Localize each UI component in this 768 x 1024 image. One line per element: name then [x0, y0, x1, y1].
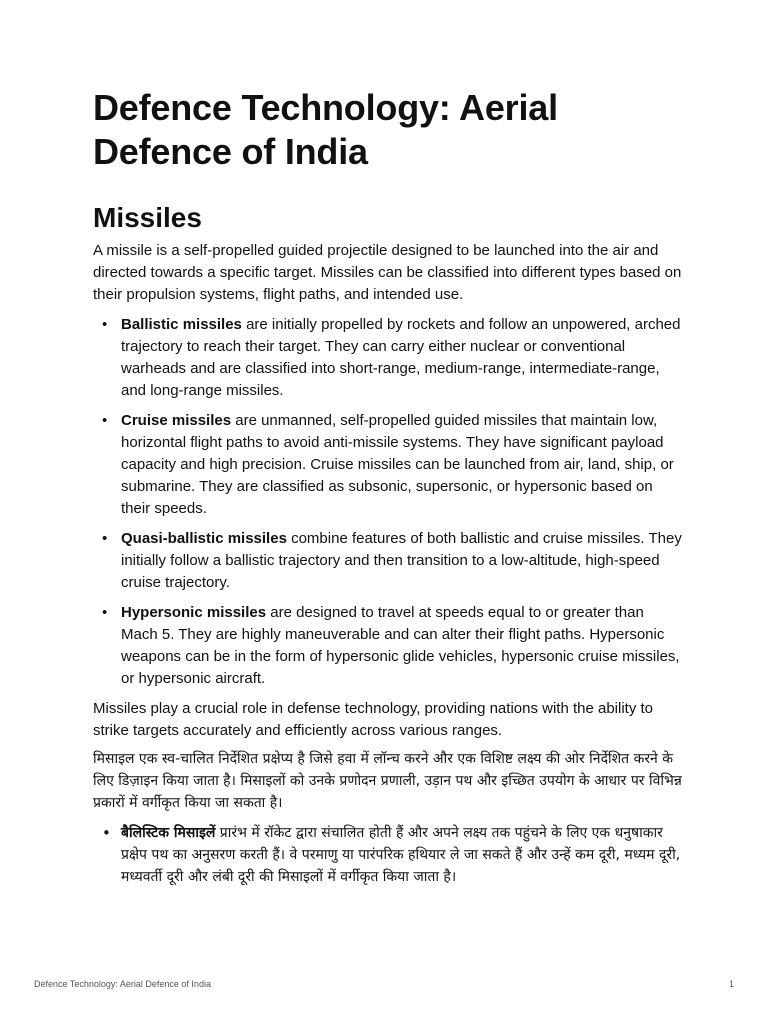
document-title: Defence Technology: Aerial Defence of India [93, 87, 558, 172]
list-item-text: are unmanned, self-propelled guided missiles that maintain low, horizontal flight paths to avoid anti-missile systems. They have significant payload capacity and high precision. Cruise missiles can be launched from air, land, ship, or submarine. They are classified as subsonic, supersonic, or hypersonic based on their speeds. [121, 412, 674, 517]
list-item-term: Hypersonic missiles [121, 604, 267, 621]
hindi-missile-types-list [93, 822, 683, 888]
page-footer [34, 979, 734, 989]
list-item [93, 314, 683, 402]
list-item-term: Cruise missiles [121, 412, 232, 429]
list-item [93, 410, 683, 520]
section-heading: Missiles [93, 202, 202, 233]
page-number: 1 [728, 979, 734, 989]
intro-paragraph: A missile is a self-propelled guided projectile designed to be launched into the air and directed towards a specific target. Missiles can be classified into different types based on their propulsion systems, flight paths, and intended use. [93, 242, 682, 303]
list-item [93, 822, 683, 888]
closing-paragraph: Missiles play a crucial role in defense technology, providing nations with the ability to strike targets accurately and efficiently across various ranges. [93, 700, 654, 739]
list-item-term: Quasi-ballistic missiles [121, 530, 287, 547]
list-item-text: combine features of both ballistic and cruise missiles. They initially follow a ballistic trajectory and then transition to a low-altitude, high-speed cruise trajectory. [121, 530, 682, 591]
list-item-text: are initially propelled by rockets and follow an unpowered, arched trajectory to reach their target. They can carry either nuclear or conventional warheads and are classified into short-range, medium-range, intermediate-range, and long-range missiles. [121, 316, 681, 399]
list-item-text: प्रारंभ में रॉकेट द्वारा संचालित होती हैं और अपने लक्ष्य तक पहुंचने के लिए एक धनुषाकार प्रक्षेप पथ का अनुसरण करती हैं। वे परमाणु या पारंपरिक हथियार ले जा सकते हैं और उन्हें कम दूरी, मध्यम दूरी, मध्यवर्ती दूरी और लंबी दूरी की मिसाइलों में वर्गीकृत किया जाता है। [121, 825, 681, 885]
page-content [93, 86, 683, 896]
list-item-term: बैलिस्टिक मिसाइलें [121, 825, 216, 841]
missile-types-list [93, 314, 683, 690]
list-item [93, 528, 683, 594]
list-item-text: are designed to travel at speeds equal to or greater than Mach 5. They are highly maneuverable and can alter their flight paths. Hypersonic weapons can be in the form of hypersonic glide vehicles, hypersonic cruise missiles, or hypersonic aircraft. [121, 604, 680, 687]
footer-title: Defence Technology: Aerial Defence of India [34, 979, 211, 989]
hindi-intro-paragraph: मिसाइल एक स्व-चालित निर्देशित प्रक्षेप्य है जिसे हवा में लॉन्च करने और एक विशिष्ट लक्ष्य की ओर निर्देशित करने के लिए डिज़ाइन किया जाता है। मिसाइलों को उनके प्रणोदन प्रणाली, उड़ान पथ और इच्छित उपयोग के आधार पर विभिन्न प्रकारों में वर्गीकृत किया जा सकता है। [93, 751, 682, 811]
list-item-term: Ballistic missiles [121, 316, 242, 333]
list-item [93, 602, 683, 690]
